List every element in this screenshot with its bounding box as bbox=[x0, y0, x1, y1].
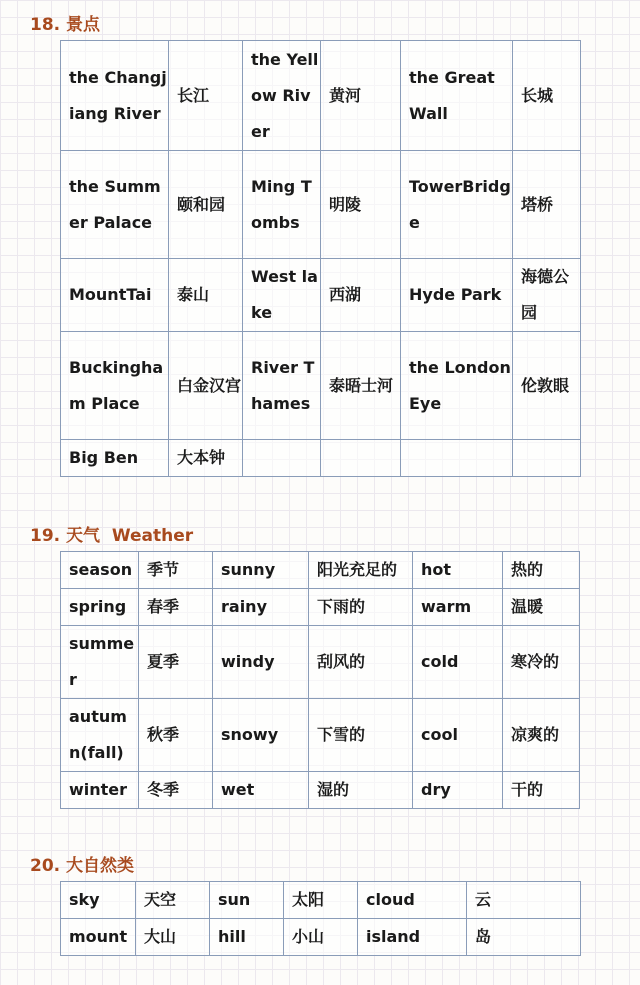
english-term-cell: wet bbox=[213, 772, 309, 809]
table-row bbox=[61, 626, 580, 699]
english-term-cell: Big Ben bbox=[61, 440, 169, 477]
english-term-cell: cool bbox=[413, 699, 503, 772]
english-term-cell: sunny bbox=[213, 552, 309, 589]
english-term-cell: snowy bbox=[213, 699, 309, 772]
table-row bbox=[61, 699, 580, 772]
english-term-cell: hill bbox=[210, 919, 284, 956]
chinese-term-cell: 西湖 bbox=[321, 259, 401, 332]
english-term-cell: island bbox=[358, 919, 467, 956]
nature-table bbox=[60, 881, 581, 956]
chinese-term-cell: 白金汉宫 bbox=[169, 332, 243, 440]
chinese-term-cell: 寒冷的 bbox=[503, 626, 580, 699]
weather-table bbox=[60, 551, 580, 809]
chinese-term-cell: 干的 bbox=[503, 772, 580, 809]
section-title-landmarks: 18. 景点 bbox=[30, 15, 101, 35]
chinese-term-cell: 下雪的 bbox=[309, 699, 413, 772]
chinese-term-cell: 长江 bbox=[169, 41, 243, 151]
english-term-cell: dry bbox=[413, 772, 503, 809]
english-term-cell: winter bbox=[61, 772, 139, 809]
english-term-cell: summer bbox=[61, 626, 139, 699]
table-row bbox=[61, 552, 580, 589]
english-term-cell: the Changjiang River bbox=[61, 41, 169, 151]
english-term-cell bbox=[243, 440, 321, 477]
english-term-cell: MountTai bbox=[61, 259, 169, 332]
english-term-cell: sun bbox=[210, 882, 284, 919]
english-term-cell: cold bbox=[413, 626, 503, 699]
table-row bbox=[61, 151, 581, 259]
english-term-cell: Ming Tombs bbox=[243, 151, 321, 259]
chinese-term-cell bbox=[513, 440, 581, 477]
table-row bbox=[61, 772, 580, 809]
english-term-cell: Hyde Park bbox=[401, 259, 513, 332]
chinese-term-cell: 阳光充足的 bbox=[309, 552, 413, 589]
english-term-cell: River Thames bbox=[243, 332, 321, 440]
chinese-term-cell: 湿的 bbox=[309, 772, 413, 809]
table-row bbox=[61, 919, 581, 956]
chinese-term-cell: 大山 bbox=[136, 919, 210, 956]
english-term-cell: the London Eye bbox=[401, 332, 513, 440]
english-term-cell: Buckingham Place bbox=[61, 332, 169, 440]
chinese-term-cell: 伦敦眼 bbox=[513, 332, 581, 440]
chinese-term-cell: 黄河 bbox=[321, 41, 401, 151]
chinese-term-cell: 温暖 bbox=[503, 589, 580, 626]
chinese-term-cell: 泰山 bbox=[169, 259, 243, 332]
english-term-cell: windy bbox=[213, 626, 309, 699]
chinese-term-cell: 太阳 bbox=[284, 882, 358, 919]
english-term-cell: rainy bbox=[213, 589, 309, 626]
english-term-cell: season bbox=[61, 552, 139, 589]
chinese-term-cell: 泰晤士河 bbox=[321, 332, 401, 440]
chinese-term-cell: 明陵 bbox=[321, 151, 401, 259]
english-term-cell: cloud bbox=[358, 882, 467, 919]
chinese-term-cell: 季节 bbox=[139, 552, 213, 589]
table-row bbox=[61, 41, 581, 151]
chinese-term-cell: 刮风的 bbox=[309, 626, 413, 699]
chinese-term-cell: 凉爽的 bbox=[503, 699, 580, 772]
english-term-cell: West lake bbox=[243, 259, 321, 332]
english-term-cell: TowerBridge bbox=[401, 151, 513, 259]
english-term-cell: warm bbox=[413, 589, 503, 626]
table-row bbox=[61, 259, 581, 332]
chinese-term-cell: 塔桥 bbox=[513, 151, 581, 259]
table-row bbox=[61, 589, 580, 626]
english-term-cell: hot bbox=[413, 552, 503, 589]
table-row bbox=[61, 332, 581, 440]
section-title-nature: 20. 大自然类 bbox=[30, 856, 135, 876]
chinese-term-cell: 大本钟 bbox=[169, 440, 243, 477]
chinese-term-cell: 长城 bbox=[513, 41, 581, 151]
chinese-term-cell: 小山 bbox=[284, 919, 358, 956]
chinese-term-cell: 冬季 bbox=[139, 772, 213, 809]
english-term-cell: sky bbox=[61, 882, 136, 919]
section-title-weather: 19. 天气 Weather bbox=[30, 526, 194, 546]
chinese-term-cell: 海德公园 bbox=[513, 259, 581, 332]
english-term-cell: autumn(fall) bbox=[61, 699, 139, 772]
chinese-term-cell bbox=[321, 440, 401, 477]
english-term-cell bbox=[401, 440, 513, 477]
table-row bbox=[61, 882, 581, 919]
english-term-cell: the Summer Palace bbox=[61, 151, 169, 259]
english-term-cell: mount bbox=[61, 919, 136, 956]
chinese-term-cell: 秋季 bbox=[139, 699, 213, 772]
chinese-term-cell: 下雨的 bbox=[309, 589, 413, 626]
chinese-term-cell: 岛 bbox=[467, 919, 581, 956]
chinese-term-cell: 天空 bbox=[136, 882, 210, 919]
chinese-term-cell: 夏季 bbox=[139, 626, 213, 699]
chinese-term-cell: 颐和园 bbox=[169, 151, 243, 259]
table-row bbox=[61, 440, 581, 477]
english-term-cell: spring bbox=[61, 589, 139, 626]
chinese-term-cell: 云 bbox=[467, 882, 581, 919]
english-term-cell: the Great Wall bbox=[401, 41, 513, 151]
chinese-term-cell: 春季 bbox=[139, 589, 213, 626]
chinese-term-cell: 热的 bbox=[503, 552, 580, 589]
english-term-cell: the Yellow River bbox=[243, 41, 321, 151]
landmarks-table bbox=[60, 40, 581, 477]
